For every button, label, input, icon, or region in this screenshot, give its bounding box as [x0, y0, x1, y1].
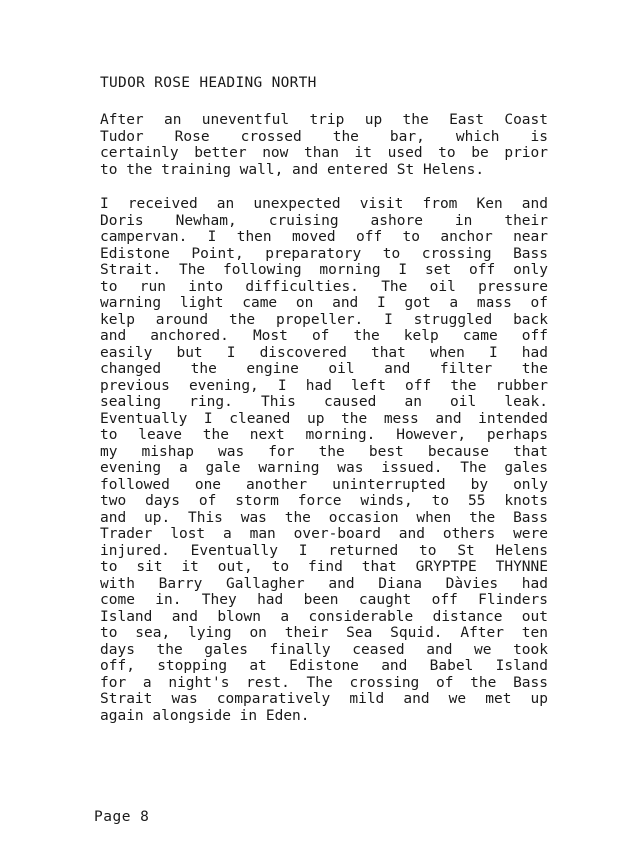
text-line: for a night's rest. The crossing of the Bass	[100, 674, 548, 691]
text-line: Eventually I cleaned up the mess and intended	[100, 410, 548, 427]
text-line: to run into difficulties. The oil pressure	[100, 278, 548, 295]
paragraph-2	[100, 196, 548, 724]
text-line: with Barry Gallagher and Diana Dàvies had	[100, 575, 548, 592]
text-line: easily but I discovered that when I had	[100, 344, 548, 361]
text-line: I received an unexpected visit from Ken and	[100, 196, 548, 212]
text-line: Edistone Point, preparatory to crossing Bass	[100, 245, 548, 262]
text-line: injured. Eventually I returned to St Helens	[100, 542, 548, 559]
text-line: warning light came on and I got a mass of	[100, 295, 548, 311]
text-line: After an uneventful trip up the East Coast	[100, 112, 548, 128]
text-line: Tudor Rose crossed the bar, which is	[100, 128, 548, 145]
text-line: days the gales finally ceased and we took	[100, 641, 548, 658]
text-line: again alongside in Eden.	[100, 707, 310, 724]
text-line: followed one another uninterrupted by only	[100, 476, 548, 493]
text-line: to leave the next morning. However, perhaps	[100, 427, 548, 443]
text-line: to the training wall, and entered St Helens.	[100, 161, 485, 178]
text-line: campervan. I then moved off to anchor near	[100, 229, 548, 245]
text-line: to sea, lying on their Sea Squid. After ten	[100, 625, 548, 641]
text-line: and anchored. Most of the kelp came off	[100, 328, 548, 344]
page-number: Page 8	[94, 809, 150, 825]
text-line: kelp around the propeller. I struggled back	[100, 311, 548, 328]
text-line: and up. This was the occasion when the Bass	[100, 509, 548, 526]
text-line: off, stopping at Edistone and Babel Island	[100, 658, 548, 674]
text-line: sealing ring. This caused an oil leak.	[100, 394, 548, 410]
text-line: previous evening, I had left off the rubber	[100, 377, 548, 394]
text-line: Island and blown a considerable distance out	[100, 608, 548, 625]
text-line: to sit it out, to find that GRYPTPE THYNNE	[100, 559, 548, 575]
text-line: Strait was comparatively mild and we met up	[100, 691, 548, 707]
text-line: Trader lost a man over-board and others were	[100, 526, 548, 542]
text-line: certainly better now than it used to be prior	[100, 145, 548, 161]
article-heading: TUDOR ROSE HEADING NORTH	[100, 75, 317, 91]
text-line: come in. They had been caught off Flinders	[100, 592, 548, 608]
text-line: Doris Newham, cruising ashore in their	[100, 212, 548, 229]
text-line: two days of storm force winds, to 55 knots	[100, 493, 548, 509]
text-line: my mishap was for the best because that	[100, 443, 548, 460]
text-line: Strait. The following morning I set off only	[100, 262, 548, 278]
paragraph-1	[100, 112, 548, 178]
text-line: evening a gale warning was issued. The gales	[100, 460, 548, 476]
text-line: changed the engine oil and filter the	[100, 361, 548, 377]
